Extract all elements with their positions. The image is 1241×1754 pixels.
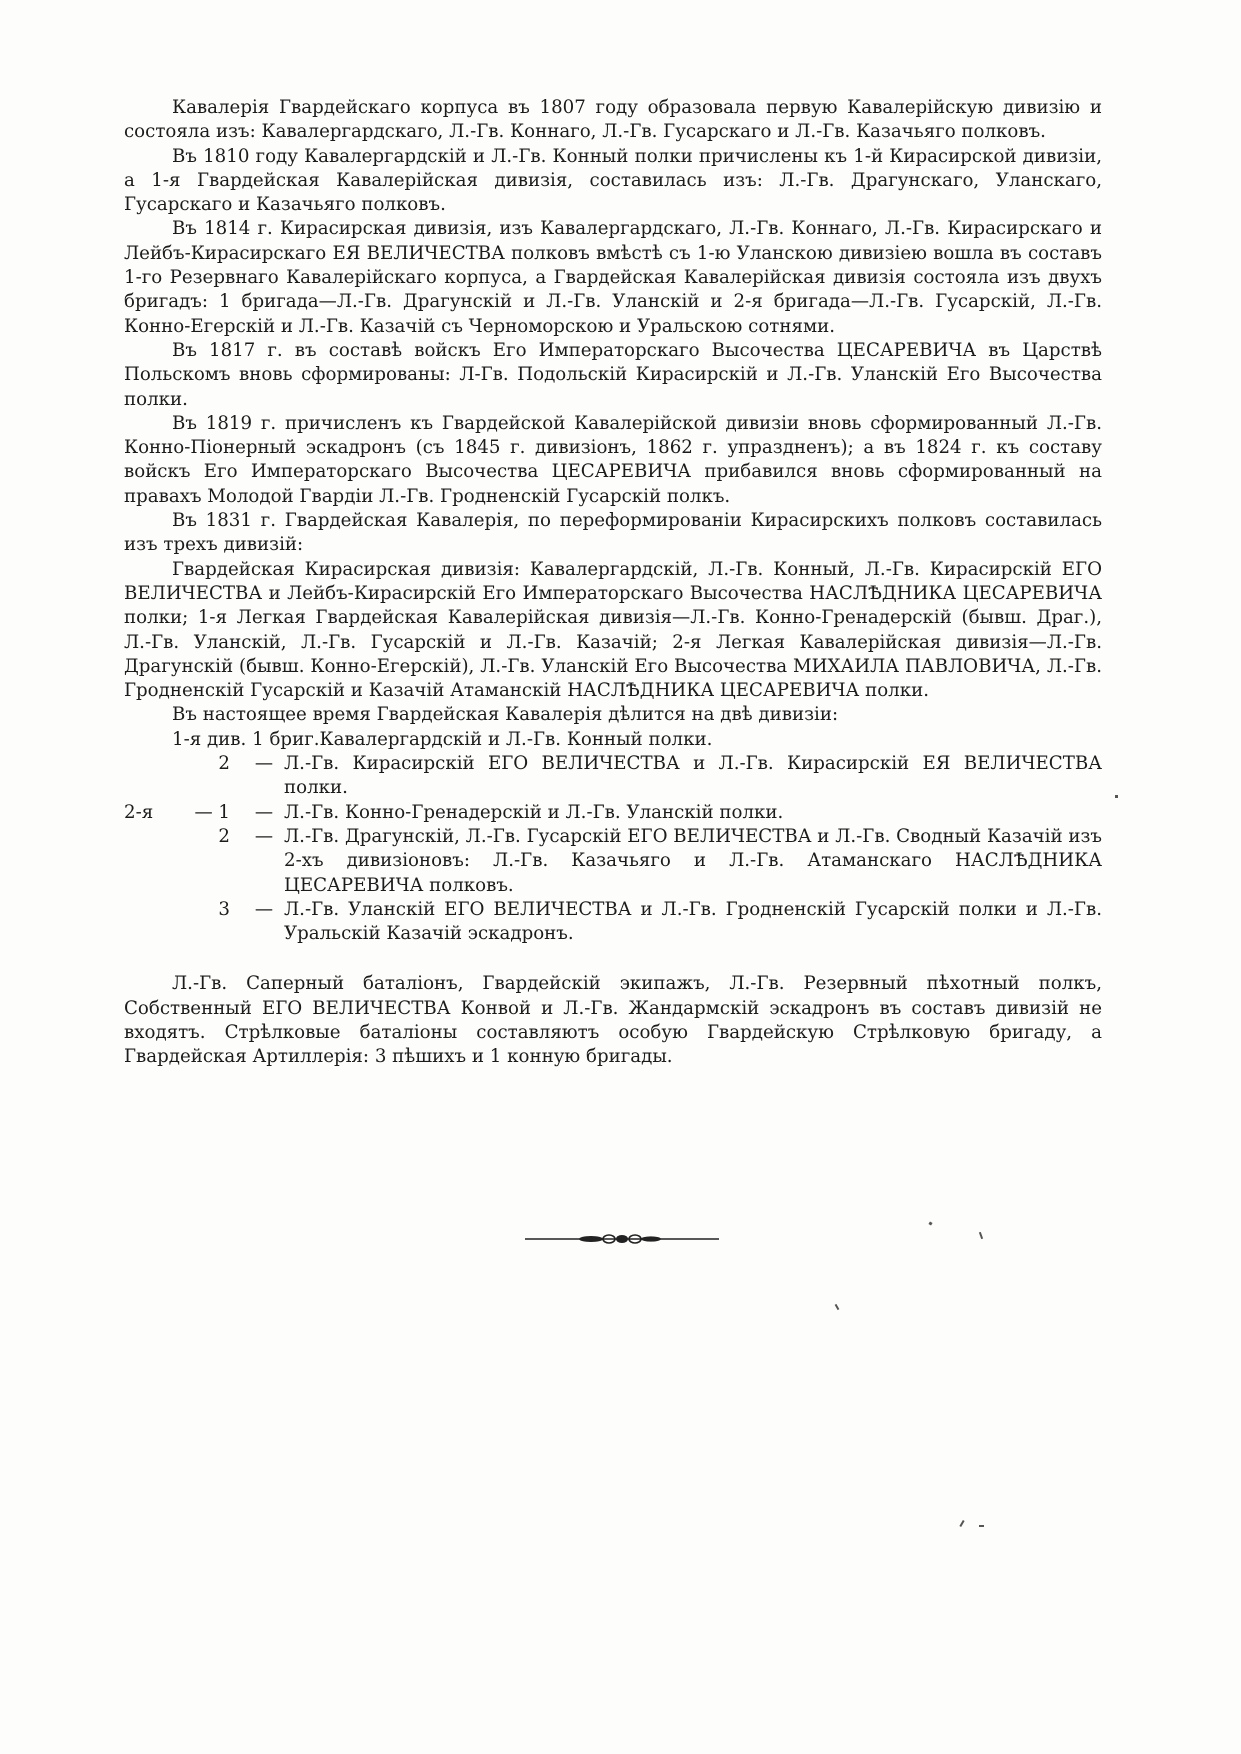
closing-paragraph: Л.-Гв. Саперный баталіонъ, Гвардейскій экипажъ, Л.-Гв. Резервный пѣхотный полкъ, Собственный ЕГО ВЕЛИЧЕСТВА Конвой и Л.-Гв. Жандармскій эскадронъ въ составъ дивизій не входятъ. Стрѣлковые баталіоны составляютъ особую Гвардейскую Стрѣлковую бригаду, а Гвардейская Артиллерія: 3 пѣшихъ и 1 конную бригады.	[124, 973, 1102, 1068]
division-row	[124, 728, 1102, 752]
row-dash: —	[254, 801, 274, 823]
brigade-number: — 1	[194, 801, 230, 823]
brigade-number: 2	[218, 753, 230, 775]
division-row-text: Л.-Гв. Конно-Гренадерскій и Л.-Гв. Уланскій полки.	[284, 801, 784, 823]
row-dash: —	[254, 898, 274, 920]
division-row	[124, 825, 1102, 898]
division-row	[124, 898, 1102, 947]
composition-1831: Гвардейская Кирасирская дивизія: Кавалергардскій, Л.-Гв. Конный, Л.-Гв. Кирасирскій ЕГО ВЕЛИЧЕСТВА и Лейбъ-Кирасирскій Его Императорскаго Высочества НАСЛѢДНИКА ЦЕСАРЕВИЧА полки; 1-я Легкая Гвардейская Кавалерійская дивизія—Л.-Гв. Конно-Гренадерскій (бывш. Драг.), Л.-Гв. Уланскій, Л.-Гв. Гусарскій и Л.-Гв. Казачій; 2-я Легкая Кавалерійская дивизія—Л.-Гв. Драгунскій (бывш. Конно-Егерскій), Л.-Гв. Уланскій Его Высочества МИХАИЛА ПАВЛОВИЧА, Л.-Гв. Гродненскій Гусарскій и Казачій Атаманскій НАСЛѢДНИКА ЦЕСАРЕВИЧА полки.	[124, 558, 1102, 702]
brigade-number: 3	[218, 898, 230, 920]
division-list	[124, 728, 1102, 947]
paragraph-1814: Въ 1814 г. Кирасирская дивизія, изъ Кавалергардскаго, Л.-Гв. Коннаго, Л.-Гв. Кирасирскаго и Лейбъ-Кирасирскаго ЕЯ ВЕЛИЧЕСТВА полковъ вмѣстѣ съ 1-ю Уланскою дивизіею вошла въ составъ 1-го Резервнаго Кавалерійскаго корпуса, а Гвардейская Кавалерійская дивизія состояла изъ двухъ бригадъ: 1 бригада—Л.-Гв. Драгунскій и Л.-Гв. Уланскій и 2-я бригада—Л.-Гв. Гусарскій, Л.-Гв. Конно-Егерскій и Л.-Гв. Казачій съ Черноморскою и Уральскою сотнями.	[124, 218, 1102, 337]
paragraph-1807: Кавалерія Гвардейскаго корпуса въ 1807 году образовала первую Кавалерійскую дивизію и состояла изъ: Кавалергардскаго, Л.-Гв. Коннаго, Л.-Гв. Гусарскаго и Л.-Гв. Казачьяго полковъ.	[124, 97, 1102, 143]
division-row-text: Л.-Гв. Уланскій ЕГО ВЕЛИЧЕСТВА и Л.-Гв. Гродненскій Гусарскій полки и Л.-Гв. Уральскій Казачій эскадронъ.	[284, 898, 1102, 945]
division-row-text: Л.-Гв. Драгунскій, Л.-Гв. Гусарскій ЕГО ВЕЛИЧЕСТВА и Л.-Гв. Сводный Казачій изъ 2-хъ дивизіоновъ: Л.-Гв. Казачьяго и Л.-Гв. Атаманскаго НАСЛѢДНИКА ЦЕСАРЕВИЧА полковъ.	[284, 825, 1102, 896]
division-row-head: 1-я див. 1 бриг.	[172, 728, 320, 750]
present-intro: Въ настоящее время Гвардейская Кавалерія дѣлится на двѣ дивизіи:	[172, 704, 839, 726]
paragraph-1819: Въ 1819 г. причисленъ къ Гвардейской Кавалерійской дивизіи вновь сформированный Л.-Гв. Конно-Піонерный эскадронъ (съ 1845 г. дивизіонъ, 1862 г. упраздненъ); а въ 1824 г. къ составу войскъ Его Императорскаго Высочества ЦЕСАРЕВИЧА прибавился вновь сформированный на правахъ Молодой Гвардіи Л.-Гв. Гродненскій Гусарскій полкъ.	[124, 412, 1102, 507]
division-row-text: Кавалергардскій и Л.-Гв. Конный полки.	[319, 728, 713, 750]
row-dash: —	[254, 825, 274, 847]
division-row	[124, 752, 1102, 801]
document-page	[124, 96, 1102, 1070]
tailpiece-ornament-icon	[525, 1232, 719, 1246]
paragraph-1831: Въ 1831 г. Гвардейская Кавалерія, по переформированіи Кирасирскихъ полковъ составилась изъ трехъ дивизій:	[124, 510, 1102, 556]
division-row	[124, 801, 1102, 825]
division-row-text: Л.-Гв. Кирасирскій ЕГО ВЕЛИЧЕСТВА и Л.-Гв. Кирасирскій ЕЯ ВЕЛИЧЕСТВА полки.	[284, 753, 1102, 799]
brigade-number: 2	[218, 825, 230, 847]
division-number: 2-я	[124, 801, 154, 823]
paragraph-1817: Въ 1817 г. въ составѣ войскъ Его Императорскаго Высочества ЦЕСАРЕВИЧА въ Царствѣ Польскомъ вновь сформированы: Л-Гв. Подольскій Кирасирскій и Л.-Гв. Уланскій Его Высочества полки.	[124, 339, 1102, 410]
row-dash: —	[254, 753, 274, 775]
paragraph-1810: Въ 1810 году Кавалергардскій и Л.-Гв. Конный полки причислены къ 1-й Кирасирской дивизіи, а 1-я Гвардейская Кавалерійская дивизія, составилась изъ: Л.-Гв. Драгунскаго, Уланскаго, Гусарскаго и Казачьяго полковъ.	[124, 145, 1102, 216]
